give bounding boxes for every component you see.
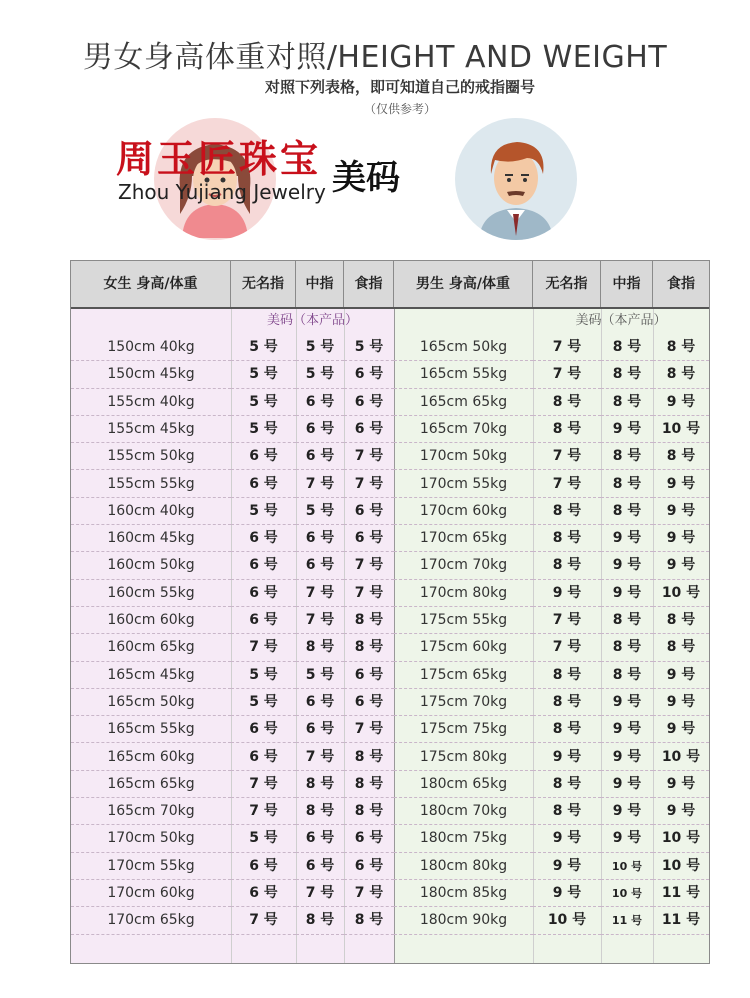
cell-male-height-weight: 170cm 50kg bbox=[394, 443, 533, 470]
cell-female-index: 6 号 bbox=[344, 689, 394, 716]
table-row bbox=[71, 443, 709, 470]
table-row bbox=[71, 634, 709, 661]
cell-female-ring: 5 号 bbox=[231, 361, 296, 388]
cell-male-middle: 9 号 bbox=[601, 416, 653, 443]
cell-female-middle: 5 号 bbox=[296, 334, 344, 361]
cell-male-height-weight: 165cm 65kg bbox=[394, 389, 533, 416]
cell-male-index: 9 号 bbox=[653, 471, 709, 498]
cell-male-middle: 9 号 bbox=[601, 580, 653, 607]
cell-female-index: 7 号 bbox=[344, 471, 394, 498]
cell-female-index: 6 号 bbox=[344, 525, 394, 552]
cell-male-index: 11 号 bbox=[653, 880, 709, 907]
cell-male-height-weight: 180cm 65kg bbox=[394, 771, 533, 798]
cell-female-index: 7 号 bbox=[344, 716, 394, 743]
cell-female-height-weight: 150cm 40kg bbox=[71, 334, 231, 361]
cell-female-index: 6 号 bbox=[344, 825, 394, 852]
cell-male-index: 10 号 bbox=[653, 416, 709, 443]
cell-male-middle: 9 号 bbox=[601, 771, 653, 798]
cell-female-middle: 6 号 bbox=[296, 853, 344, 880]
cell-female-middle: 5 号 bbox=[296, 662, 344, 689]
cell-male-height-weight: 170cm 60kg bbox=[394, 498, 533, 525]
section-label-left: 美码（本产品） bbox=[266, 313, 358, 328]
page-subtitle: 对照下列表格，即可知道自己的戒指圈号 bbox=[264, 78, 535, 96]
header-index-finger: 食指 bbox=[344, 261, 394, 307]
section-label-right: 美码（本产品） bbox=[575, 313, 667, 328]
cell-male-ring: 7 号 bbox=[533, 334, 601, 361]
cell-male-ring: 9 号 bbox=[533, 853, 601, 880]
cell-female-index: 8 号 bbox=[344, 634, 394, 661]
cell-male-index: 11 号 bbox=[653, 907, 709, 934]
cell-male-ring: 8 号 bbox=[533, 662, 601, 689]
cell-male-index: 9 号 bbox=[653, 798, 709, 825]
reference-note: （仅供参考） bbox=[363, 102, 436, 116]
cell-male-middle: 8 号 bbox=[601, 361, 653, 388]
cell-male-index: 10 号 bbox=[653, 744, 709, 771]
header-index-finger-male: 食指 bbox=[667, 276, 695, 292]
cell-male-index: 9 号 bbox=[653, 716, 709, 743]
cell-female-ring: 6 号 bbox=[231, 880, 296, 907]
cell-male-height-weight: 170cm 65kg bbox=[394, 525, 533, 552]
cell-female-height-weight: 170cm 60kg bbox=[71, 880, 231, 907]
cell-female-height-weight: 165cm 45kg bbox=[71, 662, 231, 689]
cell-female-ring: 5 号 bbox=[231, 662, 296, 689]
table-row bbox=[71, 580, 709, 607]
cell-male-index: 8 号 bbox=[653, 443, 709, 470]
table-row bbox=[71, 361, 709, 388]
cell-male-index: 9 号 bbox=[653, 689, 709, 716]
table-row bbox=[71, 552, 709, 579]
cell-male-ring: 9 号 bbox=[533, 580, 601, 607]
cell-male-middle: 11 号 bbox=[601, 907, 653, 934]
cell-female-ring: 7 号 bbox=[231, 907, 296, 934]
cell-male-middle: 9 号 bbox=[601, 552, 653, 579]
brand-name-en: Zhou Yujiang Jewelry bbox=[118, 180, 326, 204]
cell-male-ring: 9 号 bbox=[533, 825, 601, 852]
cell-female-index: 7 号 bbox=[344, 443, 394, 470]
table-header-row bbox=[71, 261, 709, 309]
header-ring-finger-male: 无名指 bbox=[533, 261, 601, 307]
cell-male-height-weight: 175cm 65kg bbox=[394, 662, 533, 689]
cell-male-index: 9 号 bbox=[653, 498, 709, 525]
cell-female-height-weight: 165cm 70kg bbox=[71, 798, 231, 825]
table-row bbox=[71, 525, 709, 552]
cell-female-middle: 6 号 bbox=[296, 416, 344, 443]
cell-female-index: 8 号 bbox=[344, 771, 394, 798]
cell-female-middle: 6 号 bbox=[296, 525, 344, 552]
cell-female-middle: 8 号 bbox=[296, 907, 344, 934]
cell-male-ring: 8 号 bbox=[533, 498, 601, 525]
cell-female-index: 6 号 bbox=[344, 389, 394, 416]
cell-male-index: 9 号 bbox=[653, 771, 709, 798]
cell-female-ring: 5 号 bbox=[231, 689, 296, 716]
cell-male-index: 10 号 bbox=[653, 580, 709, 607]
cell-male-index: 8 号 bbox=[653, 607, 709, 634]
cell-male-middle: 9 号 bbox=[601, 744, 653, 771]
cell-female-ring: 5 号 bbox=[231, 334, 296, 361]
header-middle-finger: 中指 bbox=[296, 261, 344, 307]
cell-male-index: 10 号 bbox=[653, 853, 709, 880]
cell-female-ring: 6 号 bbox=[231, 443, 296, 470]
cell-male-height-weight: 165cm 55kg bbox=[394, 361, 533, 388]
cell-female-middle: 7 号 bbox=[296, 580, 344, 607]
table-row bbox=[71, 334, 709, 361]
cell-male-height-weight: 180cm 75kg bbox=[394, 825, 533, 852]
cell-male-height-weight: 170cm 80kg bbox=[394, 580, 533, 607]
table-row bbox=[71, 416, 709, 443]
table-row bbox=[71, 498, 709, 525]
cell-male-middle: 8 号 bbox=[601, 607, 653, 634]
cell-male-middle: 9 号 bbox=[601, 689, 653, 716]
cell-female-height-weight: 170cm 65kg bbox=[71, 907, 231, 934]
cell-female-ring: 5 号 bbox=[231, 416, 296, 443]
cell-female-middle: 6 号 bbox=[296, 825, 344, 852]
cell-female-ring: 6 号 bbox=[231, 607, 296, 634]
cell-male-middle: 8 号 bbox=[601, 334, 653, 361]
cell-female-ring: 5 号 bbox=[231, 825, 296, 852]
cell-male-height-weight: 165cm 70kg bbox=[394, 416, 533, 443]
cell-male-ring: 8 号 bbox=[533, 552, 601, 579]
cell-female-middle: 6 号 bbox=[296, 552, 344, 579]
cell-female-index: 7 号 bbox=[344, 880, 394, 907]
cell-female-middle: 5 号 bbox=[296, 498, 344, 525]
cell-female-height-weight: 160cm 55kg bbox=[71, 580, 231, 607]
table-row bbox=[71, 798, 709, 825]
cell-male-height-weight: 165cm 50kg bbox=[394, 334, 533, 361]
cell-male-ring: 8 号 bbox=[533, 771, 601, 798]
table-row bbox=[71, 689, 709, 716]
table-row bbox=[71, 471, 709, 498]
cell-male-height-weight: 175cm 60kg bbox=[394, 634, 533, 661]
cell-female-height-weight: 155cm 45kg bbox=[71, 416, 231, 443]
table-row bbox=[71, 771, 709, 798]
page-title: 男女身高体重对照/HEIGHT AND WEIGHT bbox=[82, 40, 668, 75]
cell-female-middle: 7 号 bbox=[296, 471, 344, 498]
cell-male-ring: 9 号 bbox=[533, 744, 601, 771]
cell-female-height-weight: 160cm 65kg bbox=[71, 634, 231, 661]
cell-female-index: 6 号 bbox=[344, 361, 394, 388]
cell-female-ring: 6 号 bbox=[231, 716, 296, 743]
cell-male-height-weight: 170cm 55kg bbox=[394, 471, 533, 498]
cell-female-height-weight: 160cm 50kg bbox=[71, 552, 231, 579]
cell-male-height-weight: 180cm 90kg bbox=[394, 907, 533, 934]
size-system-label: 美码 bbox=[332, 158, 400, 198]
cell-female-middle: 8 号 bbox=[296, 771, 344, 798]
cell-male-index: 8 号 bbox=[653, 334, 709, 361]
cell-female-middle: 6 号 bbox=[296, 716, 344, 743]
cell-male-middle: 10 号 bbox=[601, 853, 653, 880]
cell-male-height-weight: 175cm 55kg bbox=[394, 607, 533, 634]
cell-female-middle: 7 号 bbox=[296, 744, 344, 771]
cell-male-height-weight: 180cm 80kg bbox=[394, 853, 533, 880]
cell-female-ring: 6 号 bbox=[231, 552, 296, 579]
table-row bbox=[71, 825, 709, 852]
cell-male-middle: 8 号 bbox=[601, 498, 653, 525]
cell-male-height-weight: 170cm 70kg bbox=[394, 552, 533, 579]
cell-male-height-weight: 180cm 70kg bbox=[394, 798, 533, 825]
cell-female-height-weight: 155cm 40kg bbox=[71, 389, 231, 416]
table-row bbox=[71, 662, 709, 689]
table-row bbox=[71, 607, 709, 634]
cell-female-height-weight: 150cm 45kg bbox=[71, 361, 231, 388]
cell-male-height-weight: 175cm 70kg bbox=[394, 689, 533, 716]
cell-male-ring: 7 号 bbox=[533, 634, 601, 661]
cell-female-middle: 8 号 bbox=[296, 798, 344, 825]
cell-male-index: 9 号 bbox=[653, 552, 709, 579]
cell-male-ring: 8 号 bbox=[533, 389, 601, 416]
cell-male-middle: 9 号 bbox=[601, 525, 653, 552]
header-middle-finger-male: 中指 bbox=[601, 261, 653, 307]
cell-male-height-weight: 180cm 85kg bbox=[394, 880, 533, 907]
cell-male-ring: 8 号 bbox=[533, 416, 601, 443]
male-avatar bbox=[455, 118, 577, 240]
cell-female-ring: 5 号 bbox=[231, 389, 296, 416]
cell-male-index: 8 号 bbox=[653, 634, 709, 661]
cell-male-height-weight: 175cm 80kg bbox=[394, 744, 533, 771]
cell-female-ring: 7 号 bbox=[231, 798, 296, 825]
cell-female-ring: 7 号 bbox=[231, 634, 296, 661]
brand-name-cn: 周玉匠珠宝 bbox=[116, 136, 322, 181]
cell-female-ring: 6 号 bbox=[231, 471, 296, 498]
cell-female-index: 8 号 bbox=[344, 798, 394, 825]
cell-male-middle: 9 号 bbox=[601, 716, 653, 743]
cell-female-height-weight: 165cm 50kg bbox=[71, 689, 231, 716]
cell-female-height-weight: 160cm 40kg bbox=[71, 498, 231, 525]
cell-male-index: 8 号 bbox=[653, 361, 709, 388]
cell-female-index: 6 号 bbox=[344, 416, 394, 443]
cell-female-height-weight: 160cm 60kg bbox=[71, 607, 231, 634]
cell-male-index: 9 号 bbox=[653, 389, 709, 416]
cell-female-ring: 5 号 bbox=[231, 498, 296, 525]
table-row bbox=[71, 853, 709, 880]
cell-male-middle: 8 号 bbox=[601, 634, 653, 661]
cell-male-ring: 7 号 bbox=[533, 471, 601, 498]
cell-male-ring: 8 号 bbox=[533, 525, 601, 552]
cell-male-ring: 7 号 bbox=[533, 443, 601, 470]
table-row bbox=[71, 744, 709, 771]
cell-female-ring: 6 号 bbox=[231, 525, 296, 552]
cell-female-middle: 6 号 bbox=[296, 443, 344, 470]
table-row bbox=[71, 716, 709, 743]
cell-male-ring: 10 号 bbox=[533, 907, 601, 934]
cell-male-ring: 7 号 bbox=[533, 361, 601, 388]
table-row bbox=[71, 389, 709, 416]
cell-female-middle: 5 号 bbox=[296, 361, 344, 388]
cell-male-middle: 8 号 bbox=[601, 389, 653, 416]
cell-female-height-weight: 165cm 65kg bbox=[71, 771, 231, 798]
cell-male-index: 10 号 bbox=[653, 825, 709, 852]
cell-female-index: 8 号 bbox=[344, 607, 394, 634]
cell-male-index: 9 号 bbox=[653, 662, 709, 689]
cell-female-index: 5 号 bbox=[344, 334, 394, 361]
cell-female-ring: 7 号 bbox=[231, 771, 296, 798]
cell-female-ring: 6 号 bbox=[231, 580, 296, 607]
cell-female-height-weight: 165cm 55kg bbox=[71, 716, 231, 743]
cell-female-middle: 7 号 bbox=[296, 880, 344, 907]
cell-male-ring: 8 号 bbox=[533, 689, 601, 716]
cell-female-ring: 6 号 bbox=[231, 853, 296, 880]
cell-female-middle: 7 号 bbox=[296, 607, 344, 634]
cell-female-height-weight: 170cm 50kg bbox=[71, 825, 231, 852]
cell-female-height-weight: 155cm 50kg bbox=[71, 443, 231, 470]
cell-female-index: 8 号 bbox=[344, 744, 394, 771]
cell-female-index: 6 号 bbox=[344, 662, 394, 689]
header-ring-finger: 无名指 bbox=[231, 261, 296, 307]
cell-male-middle: 10 号 bbox=[601, 880, 653, 907]
cell-male-ring: 9 号 bbox=[533, 880, 601, 907]
cell-male-middle: 9 号 bbox=[601, 798, 653, 825]
table-row bbox=[71, 880, 709, 907]
cell-female-height-weight: 155cm 55kg bbox=[71, 471, 231, 498]
header-female-height-weight: 女生 身高/体重 bbox=[71, 261, 231, 307]
cell-female-height-weight: 170cm 55kg bbox=[71, 853, 231, 880]
cell-male-ring: 8 号 bbox=[533, 716, 601, 743]
cell-male-ring: 8 号 bbox=[533, 798, 601, 825]
cell-female-index: 7 号 bbox=[344, 552, 394, 579]
cell-male-height-weight: 175cm 75kg bbox=[394, 716, 533, 743]
cell-male-middle: 8 号 bbox=[601, 662, 653, 689]
cell-female-index: 6 号 bbox=[344, 498, 394, 525]
cell-female-middle: 6 号 bbox=[296, 389, 344, 416]
header-male-height-weight: 男生 身高/体重 bbox=[394, 261, 533, 307]
cell-male-middle: 8 号 bbox=[601, 471, 653, 498]
size-chart-table bbox=[70, 260, 710, 964]
cell-male-index: 9 号 bbox=[653, 525, 709, 552]
table-row bbox=[71, 907, 709, 934]
cell-male-ring: 7 号 bbox=[533, 607, 601, 634]
cell-female-index: 6 号 bbox=[344, 853, 394, 880]
cell-female-middle: 8 号 bbox=[296, 634, 344, 661]
cell-male-middle: 9 号 bbox=[601, 825, 653, 852]
cell-female-middle: 6 号 bbox=[296, 689, 344, 716]
cell-female-height-weight: 165cm 60kg bbox=[71, 744, 231, 771]
cell-female-index: 8 号 bbox=[344, 907, 394, 934]
cell-male-middle: 8 号 bbox=[601, 443, 653, 470]
cell-female-ring: 6 号 bbox=[231, 744, 296, 771]
cell-female-index: 7 号 bbox=[344, 580, 394, 607]
cell-female-height-weight: 160cm 45kg bbox=[71, 525, 231, 552]
